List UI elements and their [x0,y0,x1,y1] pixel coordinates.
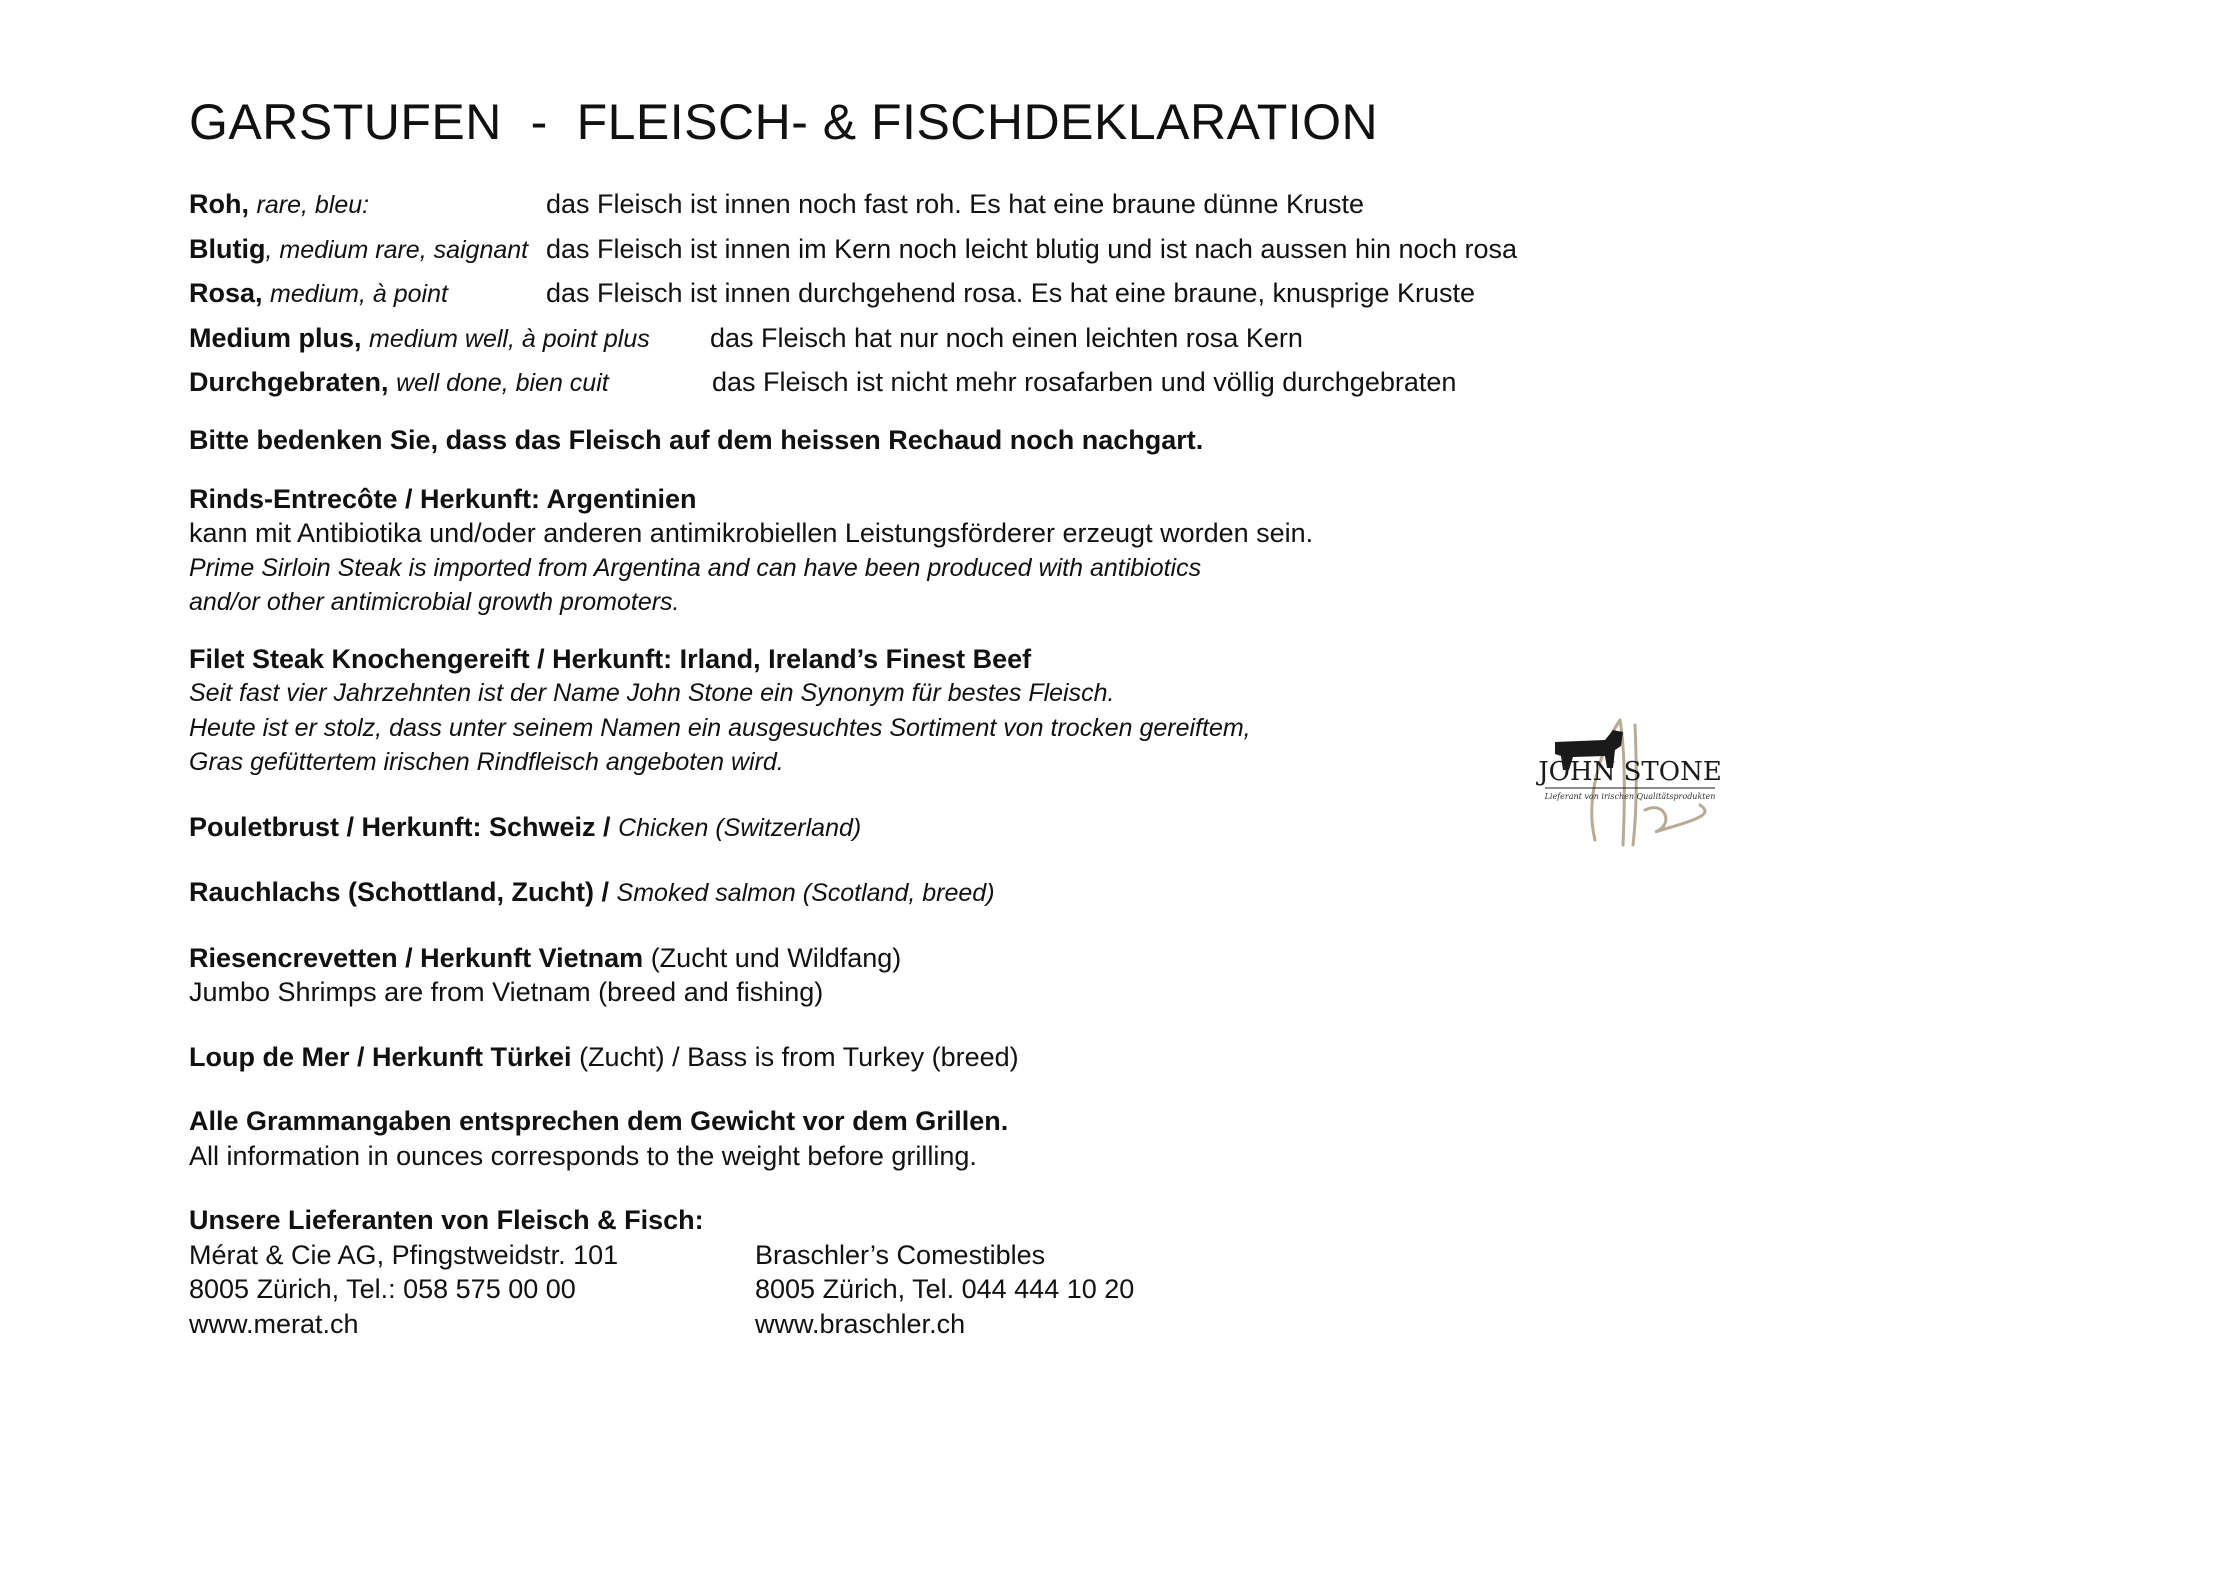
garstufe-desc: das Fleisch hat nur noch einen leichten rosa Kern [710,322,1303,353]
garstufe-alt: medium well, à point plus [369,324,650,353]
garstufe-term: Roh, [189,189,249,219]
garstufe-desc: das Fleisch ist innen noch fast roh. Es hat eine braune dünne Kruste [546,189,1365,219]
logo-tagline: Lieferant von irischen Qualitätsprodukten [1544,792,1716,801]
nachgart-notice: Bitte bedenken Sie, dass das Fleisch auf dem heissen Rechaud noch nachgart. [189,424,1204,455]
poulet-section [189,810,2089,846]
garstufe-row [189,271,2089,316]
gramm-heading: Alle Grammangaben entsprechen dem Gewicht vor dem Grillen. [189,1106,1009,1136]
entrecote-text: kann mit Antibiotika und/oder anderen antimikrobiellen Leistungsförderer erzeugt worden sein. [189,518,1314,548]
garstufe-alt: medium, à point [270,280,448,308]
crevetten-english: Jumbo Shrimps are from Vietnam (breed and fishing) [189,977,824,1007]
garstufe-term: Rosa, [189,278,263,308]
logo-wordmark: JOHN STONE [1538,757,1722,787]
merat-line: Mérat & Cie AG, Pfingstweidstr. 101 [189,1239,619,1270]
garstufe-desc: das Fleisch ist nicht mehr rosafarben und völlig durchgebraten [712,367,1457,397]
filet-text-1: Seit fast vier Jahrzehnten ist der Name John Stone ein Synonym für bestes Fleisch. [189,679,1115,707]
entrecote-heading: Rinds-Entrecôte / Herkunft: Argentinien [189,483,697,514]
document-page [189,92,2089,1341]
loup-extra: (Zucht) / Bass is from Turkey (breed) [579,1041,1019,1072]
braschler-link[interactable]: www.braschler.ch [755,1308,966,1339]
merat-link[interactable]: www.merat.ch [189,1308,359,1339]
garstufe-desc: das Fleisch ist innen im Kern noch leicht blutig und ist nach aussen hin noch rosa [546,233,1518,264]
filet-text-3: Gras gefüttertem irischen Rindfleisch angeboten wird. [189,748,784,776]
lieferanten-section [189,1203,2089,1341]
lachs-english: Smoked salmon (Scotland, breed) [616,879,995,907]
garstufen-list [189,182,2089,405]
braschler-line: Braschler’s Comestibles [755,1239,1046,1270]
entrecote-section [189,482,2089,620]
garstufe-alt: well done, bien cuit [396,369,609,397]
garstufe-row [189,316,2089,361]
entrecote-english-2: and/or other antimicrobial growth promoters. [189,588,680,616]
lieferanten-heading: Unsere Lieferanten von Fleisch & Fisch: [189,1205,704,1235]
braschler-line: 8005 Zürich, Tel. 044 444 10 20 [755,1274,1135,1304]
gramm-english: All information in ounces corresponds to the weight before grilling. [189,1140,977,1171]
gramm-section [189,1104,2089,1173]
entrecote-english-1: Prime Sirloin Steak is imported from Argentina and can have been produced with antibiotics [189,553,1202,582]
loup-section [189,1040,2089,1075]
garstufe-row [189,227,2089,272]
page-title: GARSTUFEN - FLEISCH- & FISCHDEKLARATION [189,94,1379,150]
crevetten-extra: (Zucht und Wildfang) [650,942,902,973]
merat-line: 8005 Zürich, Tel.: 058 575 00 00 [189,1274,576,1304]
filet-text-2: Heute ist er stolz, dass unter seinem Namen ein ausgesuchtes Sortiment von trocken gereiftem, [189,713,1251,742]
poulet-english: Chicken (Switzerland) [618,813,862,842]
john-stone-logo [1525,710,1735,850]
garstufe-desc: das Fleisch ist innen durchgehend rosa. Es hat eine braune, knusprige Kruste [546,278,1476,308]
garstufe-alt: rare, bleu: [256,191,370,219]
garstufe-row [189,182,2089,227]
loup-heading: Loup de Mer / Herkunft Türkei [189,1041,572,1072]
garstufe-alt: , medium rare, saignant [265,235,529,264]
garstufe-term: Blutig [189,233,266,264]
lachs-section [189,875,2089,911]
lieferant-row [189,1307,2089,1342]
crevetten-section [189,941,2089,1010]
garstufe-term: Durchgebraten, [189,367,389,397]
filet-heading: Filet Steak Knochengereift / Herkunft: Irland, Ireland’s Finest Beef [189,643,1032,674]
poulet-heading: Pouletbrust / Herkunft: Schweiz / [189,811,611,842]
garstufe-term: Medium plus, [189,322,362,353]
lieferant-row [189,1238,2089,1273]
garstufe-row [189,360,2089,405]
lachs-heading: Rauchlachs (Schottland, Zucht) / [189,877,610,907]
crevetten-heading: Riesencrevetten / Herkunft Vietnam [189,942,644,973]
filet-section [189,642,2089,780]
lieferant-row [189,1272,2089,1307]
